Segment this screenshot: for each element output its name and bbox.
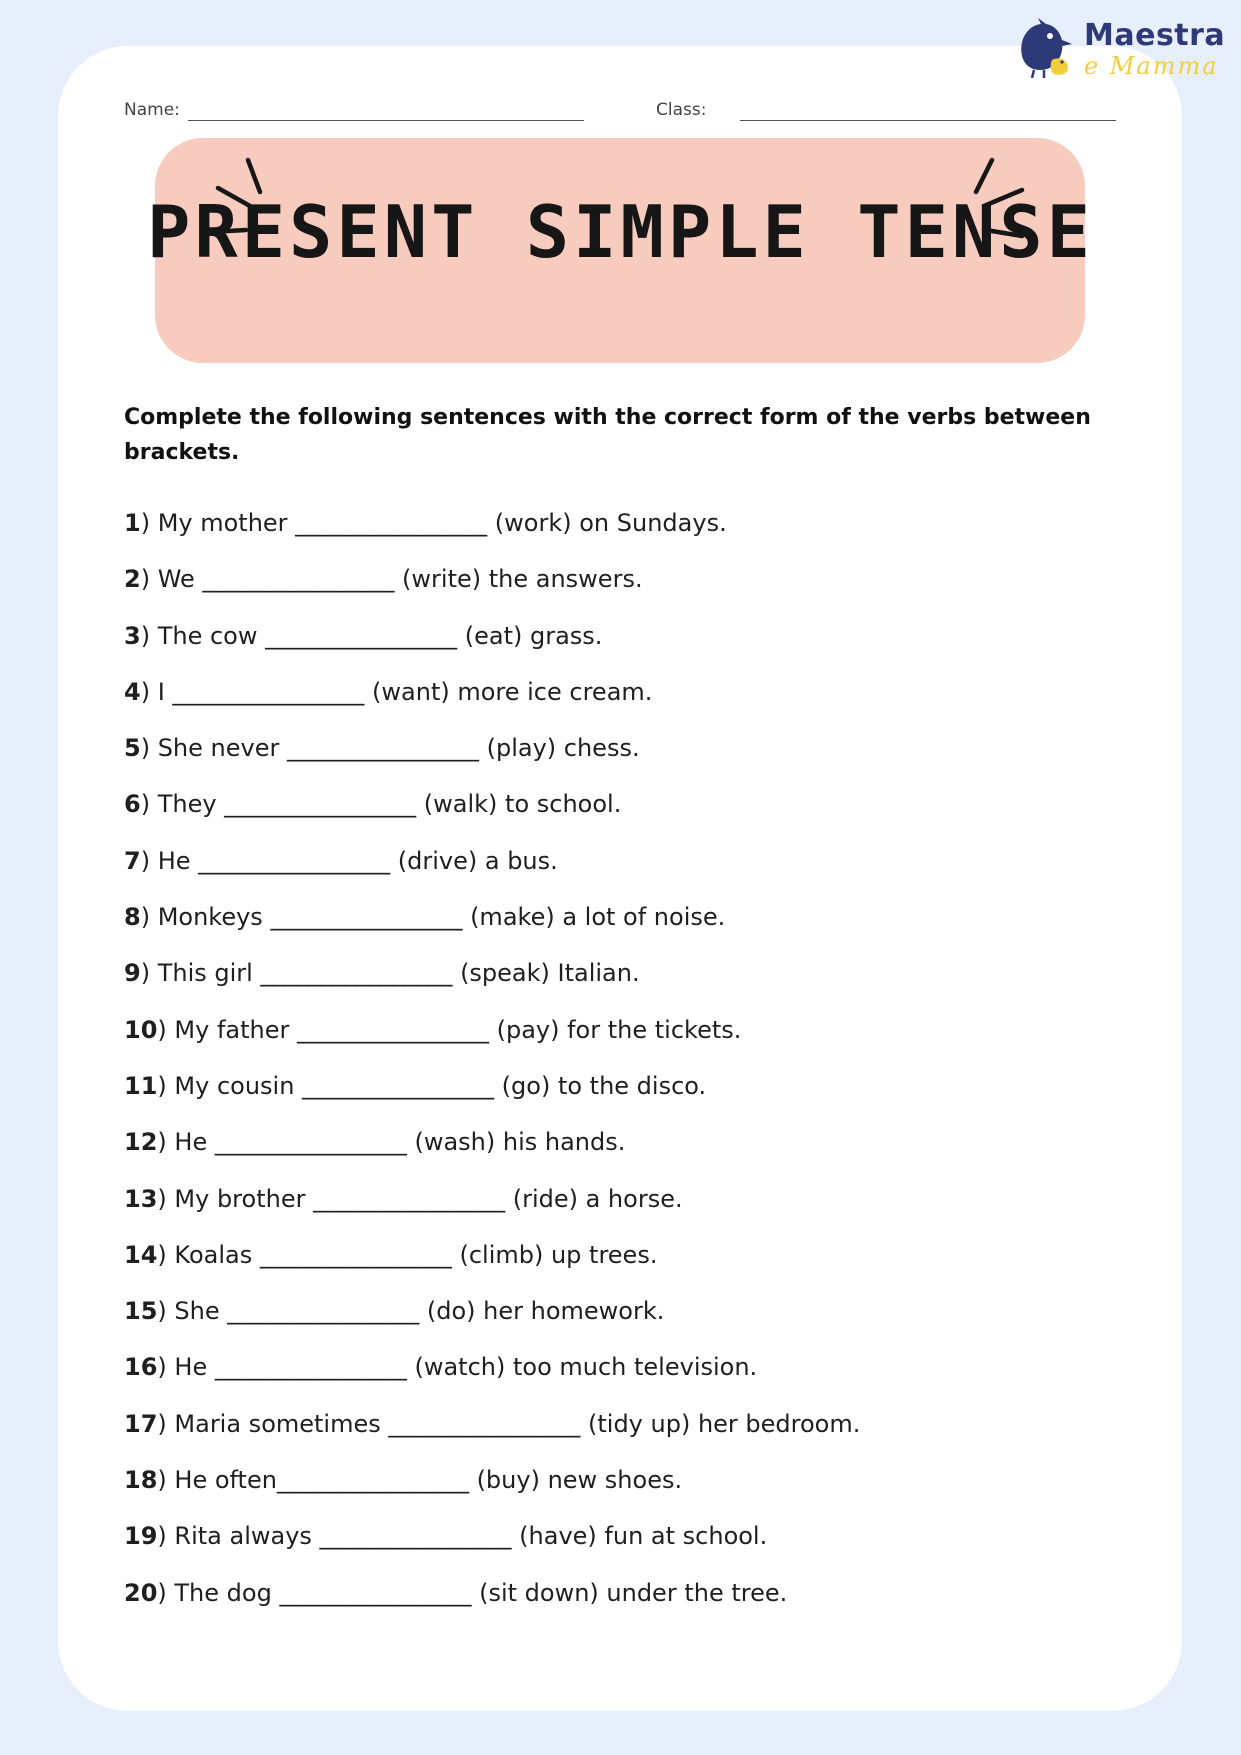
sentence-text: ) The cow ________________ (eat) grass. [140, 621, 603, 650]
sentence-text: ) My mother ________________ (work) on Sundays. [140, 509, 727, 537]
sentence-number: 9 [124, 959, 141, 988]
sentence-text: ) He often________________ (buy) new shoes. [157, 1466, 683, 1495]
sentence-number: 13 [124, 1184, 158, 1213]
class-field[interactable] [740, 120, 1116, 121]
sentence-number: 4 [124, 677, 141, 706]
sentence-number: 11 [124, 1071, 158, 1100]
instructions-text: Complete the following sentences with the correct form of the verbs between brackets. [124, 405, 1091, 465]
sentence-number: 12 [124, 1128, 158, 1157]
sentence-text: ) My brother ________________ (ride) a horse. [157, 1184, 683, 1213]
page-title: PRESENT SIMPLE TENSE [147, 190, 1094, 274]
sentence-item [124, 1181, 860, 1237]
sentence-text: ) The dog ________________ (sit down) under the tree. [157, 1578, 788, 1607]
sentence-number: 14 [124, 1240, 158, 1269]
sentence-item [124, 1012, 860, 1068]
sentence-number: 2 [124, 565, 141, 594]
brand-logo [1012, 12, 1226, 80]
sentence-text: ) They ________________ (walk) to school. [140, 790, 622, 819]
sentence-number: 16 [124, 1353, 158, 1382]
sentence-item [124, 674, 860, 730]
sentence-number: 17 [124, 1409, 158, 1438]
logo-wordmark: Maestra [1084, 18, 1226, 53]
sentence-number: 18 [124, 1466, 158, 1495]
sentence-number: 20 [124, 1578, 158, 1607]
sentence-text: ) I ________________ (want) more ice cream. [140, 677, 653, 706]
sentence-text: ) Rita always ________________ (have) fun at school. [157, 1522, 768, 1551]
sentence-item [124, 955, 860, 1011]
sentence-item [124, 1406, 860, 1462]
name-field[interactable] [188, 120, 584, 121]
sentence-text: ) This girl ________________ (speak) Italian. [140, 959, 640, 988]
sentence-number: 7 [124, 846, 141, 875]
sentence-text: ) Monkeys ________________ (make) a lot of noise. [140, 903, 726, 932]
sentence-item [124, 505, 860, 561]
sentence-item [124, 730, 860, 786]
sentence-number: 8 [124, 903, 141, 932]
sentence-number: 5 [124, 734, 141, 763]
sentence-item [124, 1518, 860, 1574]
sentence-number: 3 [124, 621, 141, 650]
sentence-item [124, 1575, 860, 1631]
class-label: Class: [656, 100, 707, 120]
sentence-item [124, 1293, 860, 1349]
sentence-text: ) She never ________________ (play) chess. [140, 734, 640, 763]
sentence-item [124, 1349, 860, 1405]
sentence-text: ) He ________________ (drive) a bus. [140, 846, 558, 875]
sentence-number: 10 [124, 1015, 158, 1044]
sentence-item [124, 1237, 860, 1293]
sentence-item [124, 843, 860, 899]
sentence-text: ) Maria sometimes ________________ (tidy up) her bedroom. [157, 1409, 861, 1438]
bird-icon [1012, 16, 1078, 78]
logo-subtitle: e Mamma [1084, 52, 1219, 80]
sentence-text: ) My father ________________ (pay) for the tickets. [157, 1015, 742, 1044]
sentence-item [124, 618, 860, 674]
sentence-text: ) My cousin ________________ (go) to the disco. [157, 1071, 707, 1100]
sentence-item [124, 561, 860, 617]
sentence-item [124, 786, 860, 842]
name-label: Name: [124, 100, 180, 120]
sentence-text: ) Koalas ________________ (climb) up trees. [157, 1240, 658, 1269]
sentence-item [124, 1462, 860, 1518]
sentence-text: ) He ________________ (wash) his hands. [157, 1128, 626, 1157]
sentence-number: 1 [124, 509, 141, 537]
sentence-item [124, 899, 860, 955]
sentence-list [124, 505, 860, 1631]
sentence-text: ) We ________________ (write) the answers. [140, 565, 643, 594]
sentence-item [124, 1068, 860, 1124]
sentence-item [124, 1124, 860, 1180]
sentence-text: ) He ________________ (watch) too much television. [157, 1353, 758, 1382]
sentence-number: 6 [124, 790, 141, 819]
sentence-number: 15 [124, 1297, 158, 1326]
sentence-number: 19 [124, 1522, 158, 1551]
sentence-text: ) She ________________ (do) her homework. [157, 1297, 665, 1326]
